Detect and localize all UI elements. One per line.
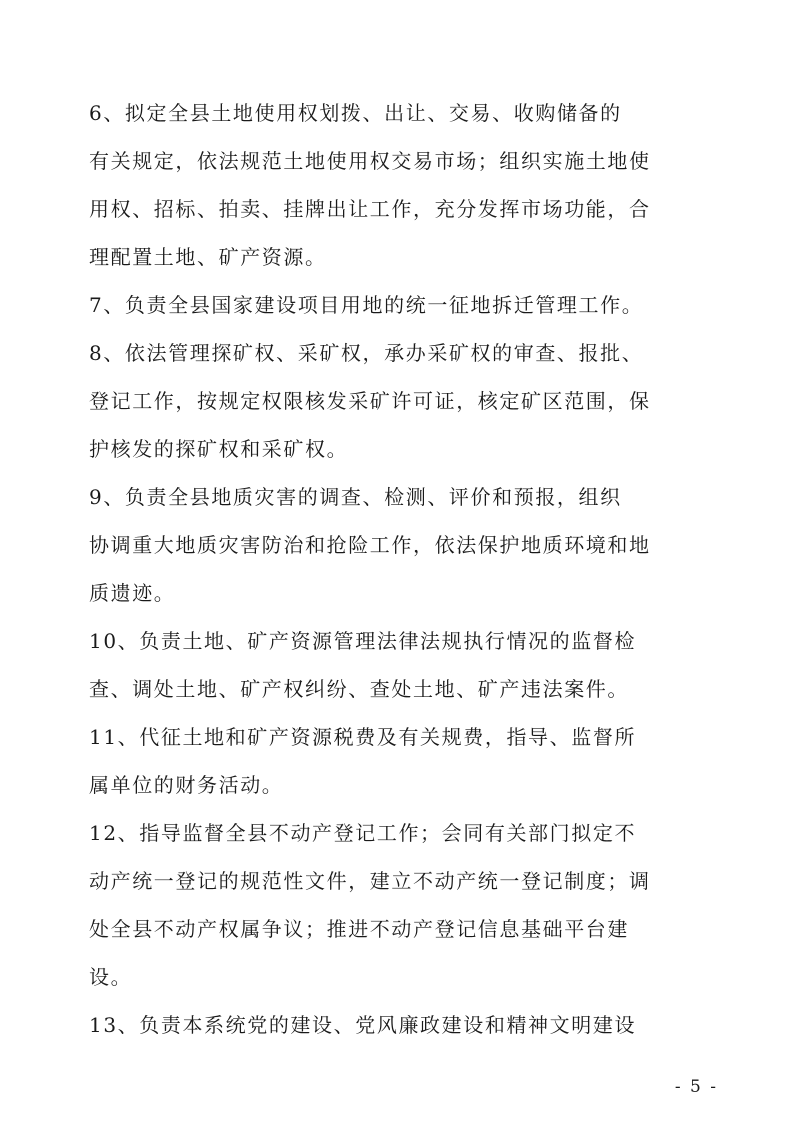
text-line: 查、调处土地、矿产权纠纷、查处土地、矿产违法案件。: [89, 677, 629, 701]
text-line: 8、依法管理探矿权、采矿权，承办采矿权的审查、报批、: [89, 341, 644, 365]
text-line: 11、代征土地和矿产资源税费及有关规费，指导、监督所: [89, 725, 637, 749]
text-line: 6、拟定全县土地使用权划拨、出让、交易、收购储备的: [89, 101, 622, 125]
text-line: 7、负责全县国家建设项目用地的统一征地拆迁管理工作。: [89, 293, 644, 317]
text-line: 用权、招标、拍卖、挂牌出让工作，充分发挥市场功能，合: [89, 197, 651, 221]
text-line: 护核发的探矿权和采矿权。: [89, 437, 349, 461]
text-line: 处全县不动产权属争议；推进不动产登记信息基础平台建: [89, 917, 629, 941]
text-line: 有关规定，依法规范土地使用权交易市场；组织实施土地使: [89, 149, 651, 173]
text-line: 理配置土地、矿产资源。: [89, 245, 327, 269]
text-line: 属单位的财务活动。: [89, 773, 284, 797]
text-line: 设。: [89, 965, 133, 989]
text-line: 12、指导监督全县不动产登记工作；会同有关部门拟定不: [89, 821, 637, 845]
text-line: 登记工作，按规定权限核发采矿许可证，核定矿区范围，保: [89, 389, 651, 413]
text-line: 质遗迹。: [89, 581, 176, 605]
text-line: 动产统一登记的规范性文件，建立不动产统一登记制度；调: [89, 869, 651, 893]
text-line: 13、负责本系统党的建设、党风廉政建设和精神文明建设: [89, 1013, 637, 1037]
text-line: 9、负责全县地质灾害的调查、检测、评价和预报，组织: [89, 485, 622, 509]
text-line: 协调重大地质灾害防治和抢险工作，依法保护地质环境和地: [89, 533, 651, 557]
page-number: - 5 -: [674, 1077, 718, 1097]
text-line: 10、负责土地、矿产资源管理法律法规执行情况的监督检: [89, 629, 637, 653]
